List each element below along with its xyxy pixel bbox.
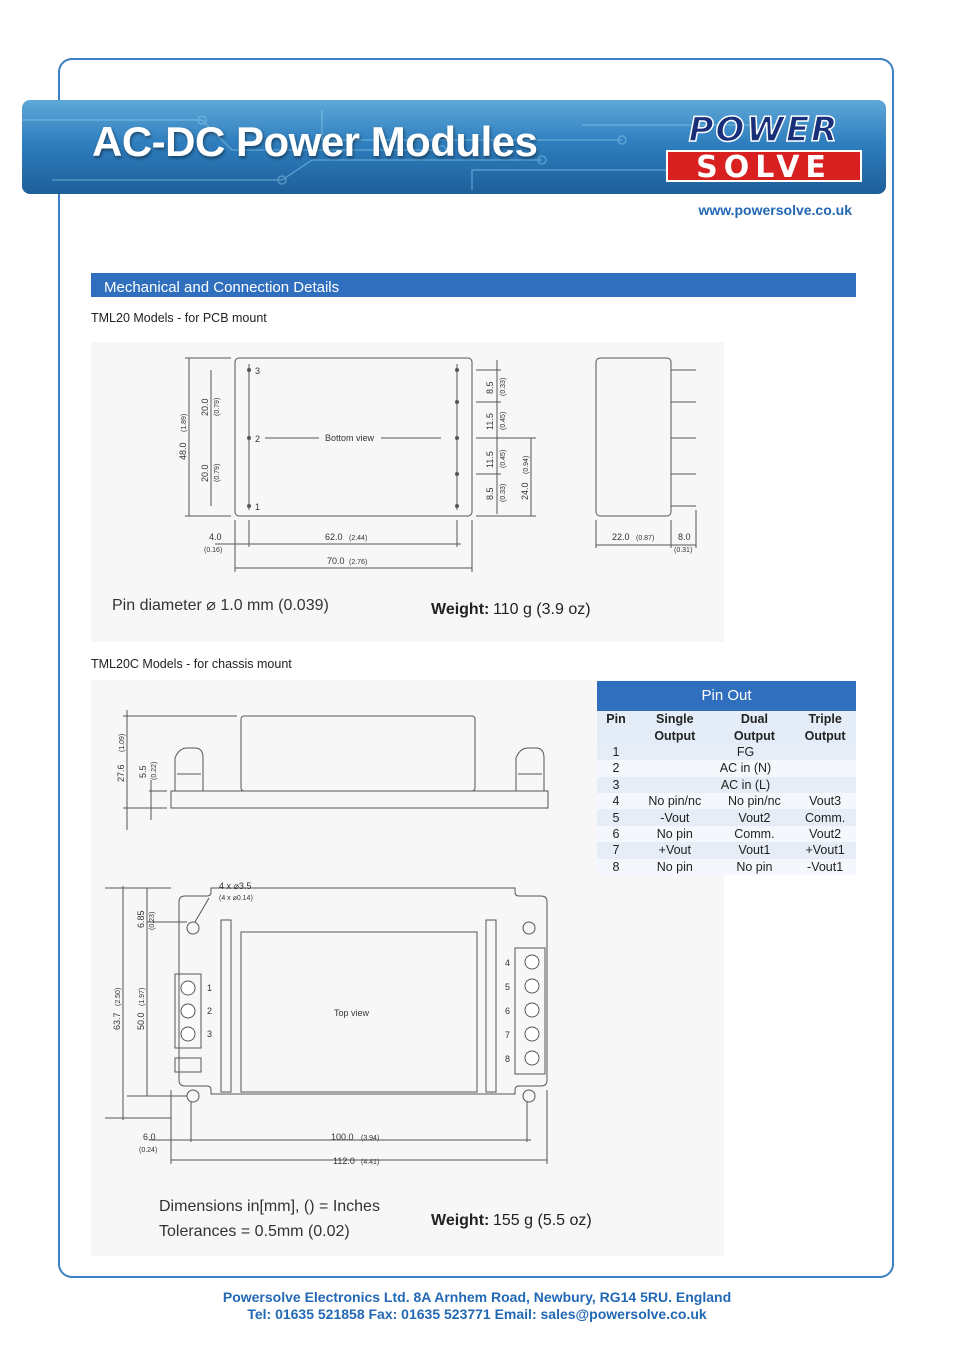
dim-24: 24.0 [520,482,530,500]
pinout-header-row [597,711,856,727]
pinout-title: Pin Out [597,681,856,711]
dim-6-in: (0.24) [139,1147,158,1154]
table-cell: Comm. [715,826,795,842]
right-pin-8: 8 [505,1054,511,1064]
dim-6-85: 6.85 [136,910,146,928]
dim-100-in: (3.94) [361,1135,380,1142]
logo-power-text: POWER [688,110,840,150]
table-row [597,793,856,809]
dim-20a: 20.0 [200,398,210,416]
chassis-weight-label: Weight: [431,1212,490,1229]
section-header: Mechanical and Connection Details [91,273,856,297]
pcb-drawing [91,342,724,642]
pinout-header: Output [794,727,856,743]
dim-8-5b-in: (0.33) [500,483,507,502]
dim-20a-in: (0.79) [214,397,221,416]
table-row [597,826,856,842]
dim-63-7: 63.7 [112,1012,122,1030]
pinout-header-row [597,727,856,743]
table-cell: AC in (L) [635,777,856,793]
table-row [597,859,856,875]
table-cell: AC in (N) [635,760,856,776]
dim-11-5b: 11.5 [485,451,495,468]
dim-11-5a-in: (0.45) [500,411,507,430]
dim-48-in: (1.89) [181,413,188,432]
mount-holes-in: (4 x ⌀0.14) [219,895,253,902]
dim-62-in: (2.44) [349,535,368,542]
pcb-drawing-svg [91,342,724,642]
dim-70-in: (2.76) [349,559,368,566]
pinout-header [597,727,635,743]
top-view-label: Top view [334,1008,370,1018]
dim-20b-in: (0.79) [214,463,221,482]
dim-62: 62.0 [325,532,343,542]
table-cell: No pin [635,826,715,842]
dim-24-in: (0.94) [523,455,530,474]
dim-22: 22.0 [612,532,630,542]
dim-100: 100.0 [331,1132,354,1142]
table-row [597,842,856,858]
table-cell: 4 [597,793,635,809]
table-cell: Vout1 [715,842,795,858]
table-row [597,809,856,825]
pcb-caption: TML20 Models - for PCB mount [91,311,267,325]
dim-11-5a: 11.5 [485,413,495,430]
dim-70: 70.0 [327,556,345,566]
table-cell: 7 [597,842,635,858]
table-cell: No pin [635,859,715,875]
pinout-header: Single [635,711,715,727]
table-row [597,744,856,760]
footer-address: Powersolve Electronics Ltd. 8A Arnhem Road, Newbury, RG14 5RU. England [222,1289,732,1305]
dim-50-in: (1.97) [139,987,146,1006]
logo-solve-text: SOLVE [666,150,862,182]
table-cell: Vout2 [715,809,795,825]
pcb-pin-2: 2 [255,434,261,444]
left-pin-1: 1 [207,983,213,993]
pinout-header: Output [635,727,715,743]
table-cell: 2 [597,760,635,776]
dim-8-5a: 8.5 [485,381,495,394]
table-cell: 6 [597,826,635,842]
table-cell: FG [635,744,856,760]
table-cell: -Vout1 [794,859,856,875]
pcb-pin-3: 3 [255,366,261,376]
table-cell: -Vout [635,809,715,825]
pinout-header: Triple [794,711,856,727]
table-cell: +Vout1 [794,842,856,858]
dim-8-5b: 8.5 [485,487,495,500]
dim-4-in: (0.16) [204,547,223,554]
dim-5-5: 5.5 [138,765,148,778]
table-cell: No pin/nc [715,793,795,809]
dimensions-note: Dimensions in[mm], () = Inches [159,1198,380,1215]
dim-8-5a-in: (0.33) [500,377,507,396]
pcb-weight-label: Weight: [431,601,490,618]
page-title: AC-DC Power Modules [92,118,538,165]
pinout-header: Output [715,727,795,743]
right-pin-5: 5 [505,982,511,992]
table-cell: 5 [597,809,635,825]
dim-6-85-in: (0.23) [149,911,156,930]
pinout-header: Dual [715,711,795,727]
dim-4: 4.0 [209,532,222,542]
pcb-weight-value: 110 g (3.9 oz) [493,601,591,618]
dim-112: 112.0 [333,1156,355,1166]
table-cell: 3 [597,777,635,793]
dim-8-in: (0.31) [674,547,693,554]
table-cell: Comm. [794,809,856,825]
powersolve-logo [666,110,862,185]
table-row [597,777,856,793]
dim-5-5-in: (0.22) [151,761,158,780]
left-pin-2: 2 [207,1006,213,1016]
table-row [597,760,856,776]
right-pin-6: 6 [505,1006,511,1016]
tolerance-note: Tolerances = 0.5mm (0.02) [159,1223,350,1240]
chassis-weight-value: 155 g (5.5 oz) [493,1212,592,1229]
table-cell: 8 [597,859,635,875]
dim-20b: 20.0 [200,464,210,482]
dim-6: 6.0 [143,1132,156,1142]
dim-50: 50.0 [136,1012,146,1030]
table-cell: No pin [715,859,795,875]
bottom-view-label: Bottom view [325,433,375,443]
dim-27-6: 27.6 [116,764,126,782]
pinout-header: Pin [597,711,635,727]
left-pin-3: 3 [207,1029,213,1039]
dim-8: 8.0 [678,532,691,542]
header-banner [22,100,886,194]
dim-63-7-in: (2.50) [115,987,122,1006]
pin-diameter-note: Pin diameter ⌀ 1.0 mm (0.039) [112,597,329,614]
right-pin-7: 7 [505,1030,511,1040]
dim-48: 48.0 [178,442,188,460]
footer-contact: Tel: 01635 521858 Fax: 01635 523771 Email: sales@powersolve.co.uk [247,1306,707,1322]
website-link[interactable]: www.powersolve.co.uk [698,202,852,218]
pcb-pin-1: 1 [255,502,261,512]
pinout-table [597,681,856,875]
dim-11-5b-in: (0.45) [500,449,507,468]
dim-22-in: (0.87) [636,535,655,542]
table-cell: No pin/nc [635,793,715,809]
table-cell: 1 [597,744,635,760]
dim-27-6-in: (1.09) [119,733,126,752]
table-cell: Vout2 [794,826,856,842]
mount-holes-label: 4 x ⌀3.5 [219,881,252,891]
right-pin-4: 4 [505,958,511,968]
table-cell: +Vout [635,842,715,858]
dim-112-in: (4.41) [361,1159,380,1166]
table-cell: Vout3 [794,793,856,809]
chassis-caption: TML20C Models - for chassis mount [91,657,292,671]
